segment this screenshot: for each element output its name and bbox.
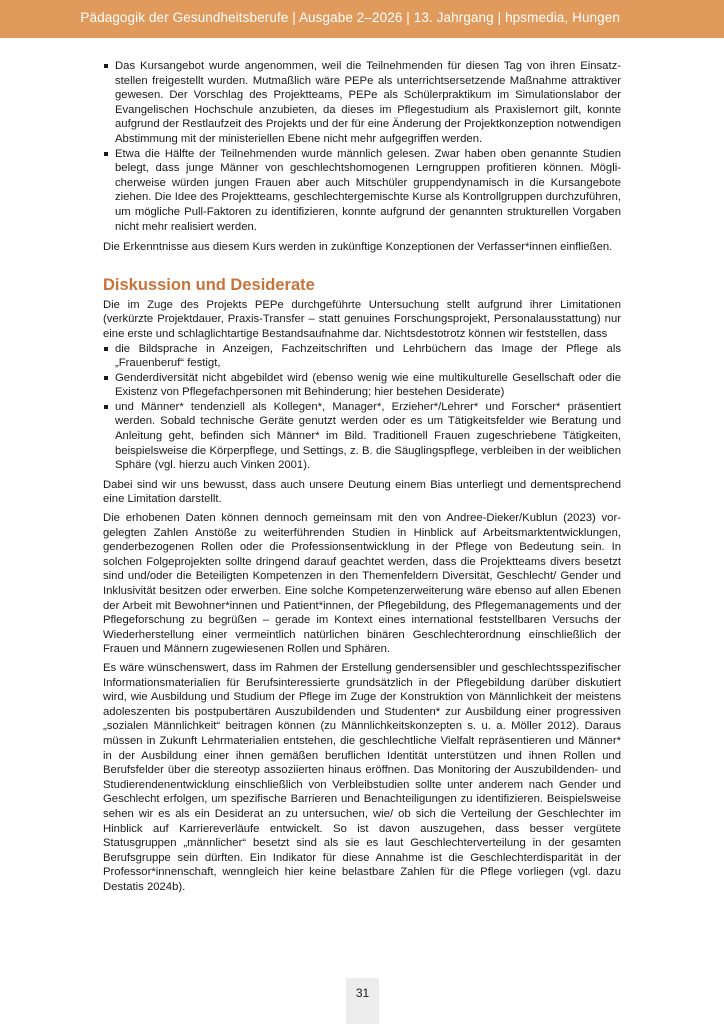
list-item: die Bildsprache in Anzeigen, Fachzeitschriften und Lehrbüchern das Image der Pflege als „Frauenberuf“ festigt,	[103, 342, 621, 371]
body-paragraph: Die erhobenen Daten können dennoch gemeinsam mit den von Andree-Dieker/Kublun (2023) vorgelegten Zahlen Anstöße zu weiterführenden Studien in Hinblick auf Arbeitsmarktentwicklungen, genderbezogenen Rollen oder die Professionsentwicklung in der Pflege von Bedeutung sein. In solchen Folgeprojekten sollte dringend darauf geachtet werden, dass die Projektteams divers besetzt sind und/oder die Beteiligten Kompetenzen in den Themenfeldern Diversität, Geschlecht/ Gender und Inklusivität besitzen oder erwerben. Eine solche Kompetenzerweiterung wäre ebenso auf allen Ebenen der Arbeit mit Bewohner*innen und Patient*innen, der Pflegebildung, des Pflegemanagements und der Pflegeforschung zu begrüßen – gerade im Kontext eines international feststellbaren Versuchs der Wiederherstellung einer vermeintlich natürlichen binären Geschlechterordnung einschließlich der Frauen und Männern zugewiesenen Rollen und Sphären.	[103, 512, 621, 656]
intro-closing-paragraph: Die Erkenntnisse aus diesem Kurs werden in zukünftige Konzeptionen der Verfasser*innen einfließen.	[103, 241, 613, 254]
section-heading: Diskussion und Desiderate	[103, 275, 315, 294]
findings-bullet-list	[103, 342, 621, 473]
body-paragraph: Es wäre wünschenswert, dass im Rahmen der Erstellung gendersensibler und geschlechtsspezifischer Informationsmaterialien für Berufsinteressierte grundsätzlich in der Pflegebildung darüber diskutiert wird, wie Ausbildung und Studium der Pflege im Zuge der Konstruktion von Männlichkeit der meistens adoleszenten bis postpubertären Auszubildenden und Studenten* zur Ausbildung einer progressiven „sozialen Männlichkeit“ beitragen können (zu Männlichkeitskonzepten s. u. a. Möller 2012). Daraus müssen in Zukunft Lehrmaterialien entstehen, die geschlechtliche Vielfalt repräsentieren und Männer* in der Ausbildung einer ihnen gemäßen beruflichen Identität unterstützen und ihnen Rollen und Berufsfelder über die stereotyp assoziierten hinaus eröffnen. Das Monitoring der Auszubildenden- und Studierendenentwicklung einschließlich von Verbleibstudien sollte unter anderem nach Gender und Geschlecht erfolgen, um spezifische Barrieren und Benachteiligungen zu identifizieren. Beispielsweise sehen wir es als ein Desiderat an zu untersuchen, wie/ ob sich die Verteilung der Geschlechter im Hinblick auf Karriereverläufe entwickelt. So ist davon auszugehen, dass besser vergütete Statusgruppen „männlicher“ besetzt sind als sie es laut Geschlechterverteilung in der gesamten Berufsgruppe sein dürften. Ein Indikator für diese Annahme ist die Geschlechterdisparität in der Professor*innenschaft, wenngleich hier keine belastbare Zahlen für die Pflege vorliegen (vgl. dazu Destatis 2024b).	[103, 661, 621, 893]
list-item: Das Kursangebot wurde angenommen, weil die Teilnehmenden für diesen Tag von ihren Einsatzstellen freigestellt wurden. Mutmaßlich wäre PEPe als unterrichtsersetzende Maßnahme attraktiver gewesen. Der Vorschlag des Projektteams, PEPe als Schülerpraktikum im Simulationslabor der Evangelischen Hochschule anzubieten, da dieses im Pflegestudium als Praxislernort gilt, konnte aufgrund der Restlaufzeit des Projekts und der für eine Änderung der Projektkonzeption notwendigen Abstimmung mit der ministeriellen Ebene nicht mehr aufgegriffen werden.	[103, 59, 621, 147]
intro-bullet-list	[103, 59, 621, 234]
section-lead-paragraph: Die im Zuge des Projekts PEPe durchgeführte Untersuchung stellt aufgrund ihrer Limitationen (verkürzte Projektdauer, Praxis-Transfer – statt genuines Forschungsprojekt, Personalausstattung) nur eine erste und schlaglichtartige Bestandsaufnahme dar. Nichtsdestotrotz können wir feststellen, dass	[103, 298, 621, 340]
list-item: und Männer* tendenziell als Kollegen*, Manager*, Erzieher*/Lehrer* und Forscher* präsentiert werden. Sobald technische Geräte genutzt werden oder es um Tätigkeitsfelder wie Beratung und Anleitung geht, befinden sich Männer* im Bild. Traditionell Frauen zugeschriebene Tätigkeiten, beispielsweise die Körperpflege, und Settings, z. B. die Säuglingspflege, verbleiben in der weiblichen Sphäre (vgl. hierzu auch Vinken 2001).	[103, 400, 621, 473]
list-item: Etwa die Hälfte der Teilnehmenden wurde männlich gelesen. Zwar haben oben genannte Studien belegt, dass junge Männer von geschlechtshomogenen Lerngruppen profitieren können. Möglicherweise würden jungen Frauen aber auch Mitschüler gruppendynamisch in die Kursangebote ziehen. Die Idee des Projektteams, geschlechtergemischte Kurse als Kontrollgruppen durchzuführen, um mögliche Pull-Faktoren zu identifizieren, konnte aufgrund der genannten strukturellen Vorgaben nicht mehr realisiert werden.	[103, 147, 621, 235]
article-body	[103, 59, 621, 894]
journal-header-text: Pädagogik der Gesundheitsberufe | Ausgabe 2–2026 | 13. Jahrgang | hpsmedia, Hungen	[80, 10, 620, 25]
page-number-box	[346, 978, 379, 1024]
list-item: Genderdiversität nicht abgebildet wird (ebenso wenig wie eine multikulturelle Gesellschaft oder die Existenz von Pflegefachpersonen mit Behinderung; hier bestehen Desiderate)	[103, 371, 621, 400]
journal-header-bar	[0, 0, 724, 38]
page-number: 31	[355, 986, 370, 1000]
body-paragraph: Dabei sind wir uns bewusst, dass auch unsere Deutung einem Bias unterliegt und dementsprechend eine Limitation darstellt.	[103, 478, 621, 506]
